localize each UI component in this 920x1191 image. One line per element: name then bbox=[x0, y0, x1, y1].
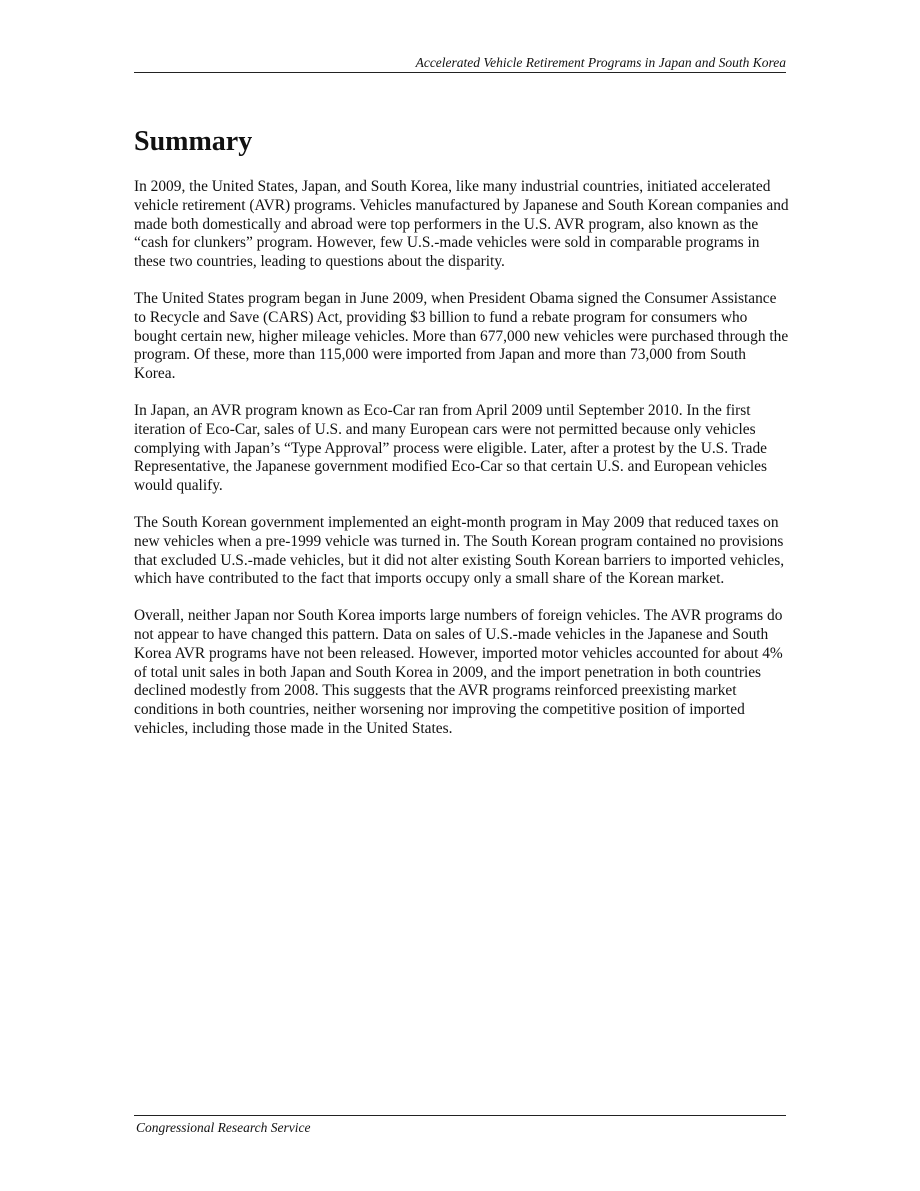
paragraph: Overall, neither Japan nor South Korea imports large numbers of foreign vehicles. The AVR programs do not appear to have changed this pattern. Data on sales of U.S.-made vehicles in the Japanese and South Korea AVR programs have not been released. However, imported motor vehicles accounted for about 4% of total unit sales in both Japan and South Korea in 2009, and the import penetration in both countries declined modestly from 2008. This suggests that the AVR programs reinforced preexisting market conditions in both countries, neither worsening nor improving the competitive position of imported vehicles, including those made in the United States. bbox=[134, 607, 783, 737]
running-header: Accelerated Vehicle Retirement Programs in Japan and South Korea bbox=[415, 55, 786, 70]
paragraph: In 2009, the United States, Japan, and South Korea, like many industrial countries, initiated accelerated vehicle retirement (AVR) programs. Vehicles manufactured by Japanese and South Korean companies and made both domestically and abroad were top performers in the U.S. AVR program, also known as the “cash for clunkers” program. However, few U.S.-made vehicles were sold in comparable programs in these two countries, leading to questions about the disparity. bbox=[134, 178, 789, 271]
paragraph: The South Korean government implemented an eight-month program in May 2009 that reduced taxes on new vehicles when a pre-1999 vehicle was turned in. The South Korean program contained no provisions that excluded U.S.-made vehicles, but it did not alter existing South Korean barriers to imported vehicles, which have contributed to the fact that imports occupy only a small share of the Korean market. bbox=[134, 513, 785, 588]
footer-rule bbox=[134, 1115, 786, 1116]
summary-body bbox=[134, 178, 790, 757]
running-footer: Congressional Research Service bbox=[136, 1120, 311, 1135]
header-rule bbox=[134, 72, 786, 73]
paragraph: The United States program began in June 2009, when President Obama signed the Consumer Assistance to Recycle and Save (CARS) Act, providing $3 billion to fund a rebate program for consumers who bought certain new, higher mileage vehicles. More than 677,000 new vehicles were purchased through the program. Of these, more than 115,000 were imported from Japan and more than 73,000 from South Korea. bbox=[134, 289, 789, 383]
page-title: Summary bbox=[134, 126, 253, 157]
paragraph: In Japan, an AVR program known as Eco-Car ran from April 2009 until September 2010. In the first iteration of Eco-Car, sales of U.S. and many European cars were not permitted because only vehicles complying with Japan’s “Type Approval” process were eligible. Later, after a protest by the U.S. Trade Representative, the Japanese government modified Eco-Car so that certain U.S. and European vehicles would qualify. bbox=[134, 401, 767, 495]
